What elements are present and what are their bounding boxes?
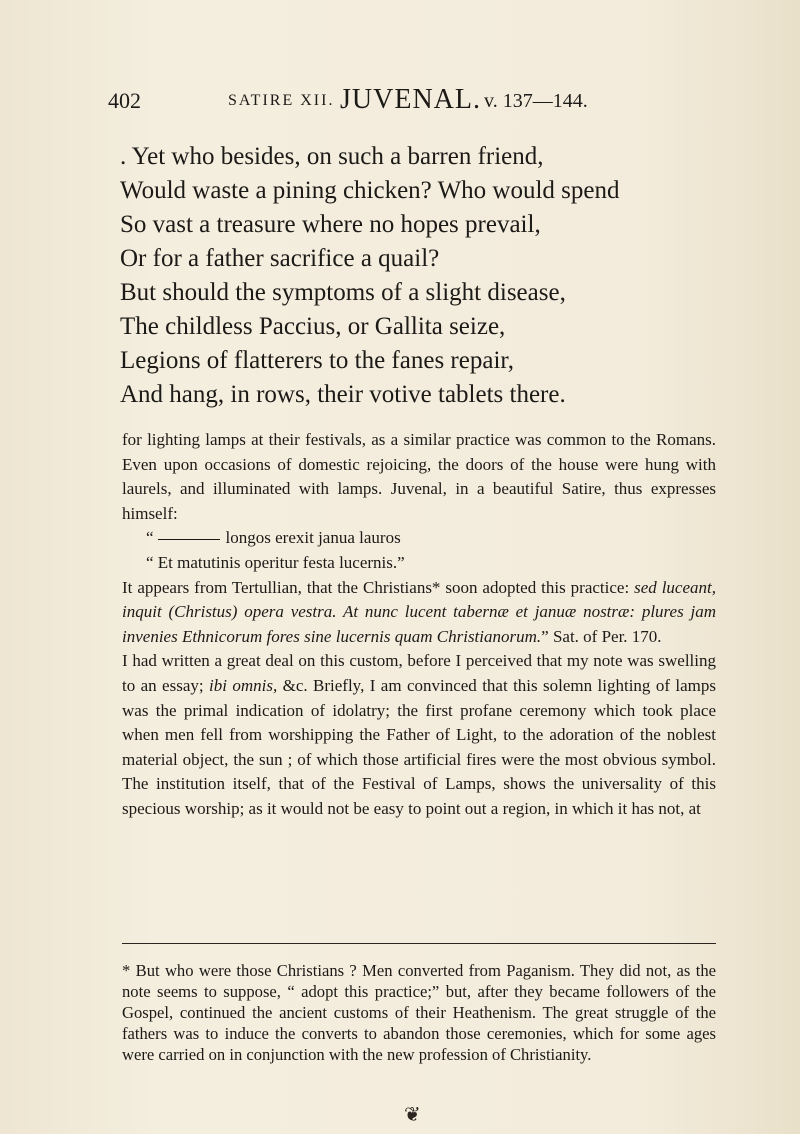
verse-line: Would waste a pining chicken? Who would spend [120,177,620,204]
footnote [122,960,716,1065]
verse-line: But should the symptoms of a slight disease, [120,279,566,306]
commentary-note [122,428,716,822]
latin-citation: sed luceant, inquit (Christus) opera vestra. At nunc lucent tabernæ et januæ nostræ: plures jam invenies Ethnicorum fores sine lucernis quam Christianorum. [122,577,716,646]
verse-block [120,140,740,412]
verse-line: So vast a treasure where no hopes prevail, [120,211,541,238]
paragraph-text: It appears from Tertullian, that the Christians* soon adopted this practice: [122,577,635,597]
citation-reference: ” Sat. of Per. 170. [541,626,662,646]
footnote-text: * But who were those Christians ? Men converted from Paganism. They did not, as the note seems to suppose, “ adopt this practice;” but, after they became followers of the Gospel, continued the ancient customs of their Heathenism. The great struggle of the fathers was to induce the converts to abandon those ceremonies, which for some ages were carried on in conjunction with the new profession of Christianity. [122,961,716,1064]
author-title: JUVENAL. [340,84,481,115]
quote-dash [158,539,220,540]
footnote-rule [122,943,716,944]
line-range: v. 137—144. [484,90,588,112]
commentary-paragraph [122,576,716,650]
latin-quote-line [122,526,716,551]
ornament-icon: ❦ [404,1104,421,1126]
verse-line: Legions of flatterers to the fanes repair, [120,347,514,374]
paragraph-text: I had written a great deal on this custom, before I perceived that my note was swelling to an essay; [122,651,716,695]
commentary-paragraph: for lighting lamps at their festivals, as a similar practice was common to the Romans. Even upon occasions of domestic rejoicing, the doors of the house were hung with laurels, and illuminated with lamps. Juvenal, in a beautiful Satire, thus expresses himself: [122,430,716,523]
paragraph-text: &c. Briefly, I am convinced that this solemn lighting of lamps was the primal indication of idolatry; the first profane ceremony which took place when men fell from worshipping the Father of Light, to the adoration of the noblest material object, the sun ; of which those artificial fires were the most obvious symbol. The institution itself, that of the Festival of Lamps, shows the universality of this specious worship; as it would not be easy to point out a region, in which it has not, at [122,675,716,818]
commentary-paragraph [122,649,716,821]
verse-line: . Yet who besides, on such a barren friend, [120,143,544,170]
satire-label: SATIRE XII. [228,92,335,109]
latin-phrase: ibi omnis, [209,675,278,695]
verse-line: And hang, in rows, their votive tablets there. [120,381,566,408]
verse-line: The childless Paccius, or Gallita seize, [120,313,506,340]
latin-quote-line: “ Et matutinis operitur festa lucernis.” [146,552,405,572]
running-head [108,84,708,118]
latin-quote-text: longos erexit janua lauros [225,528,401,548]
page-number: 402 [108,88,141,113]
quote-open-mark: “ [146,528,154,548]
verse-line: Or for a father sacrifice a quail? [120,245,440,272]
